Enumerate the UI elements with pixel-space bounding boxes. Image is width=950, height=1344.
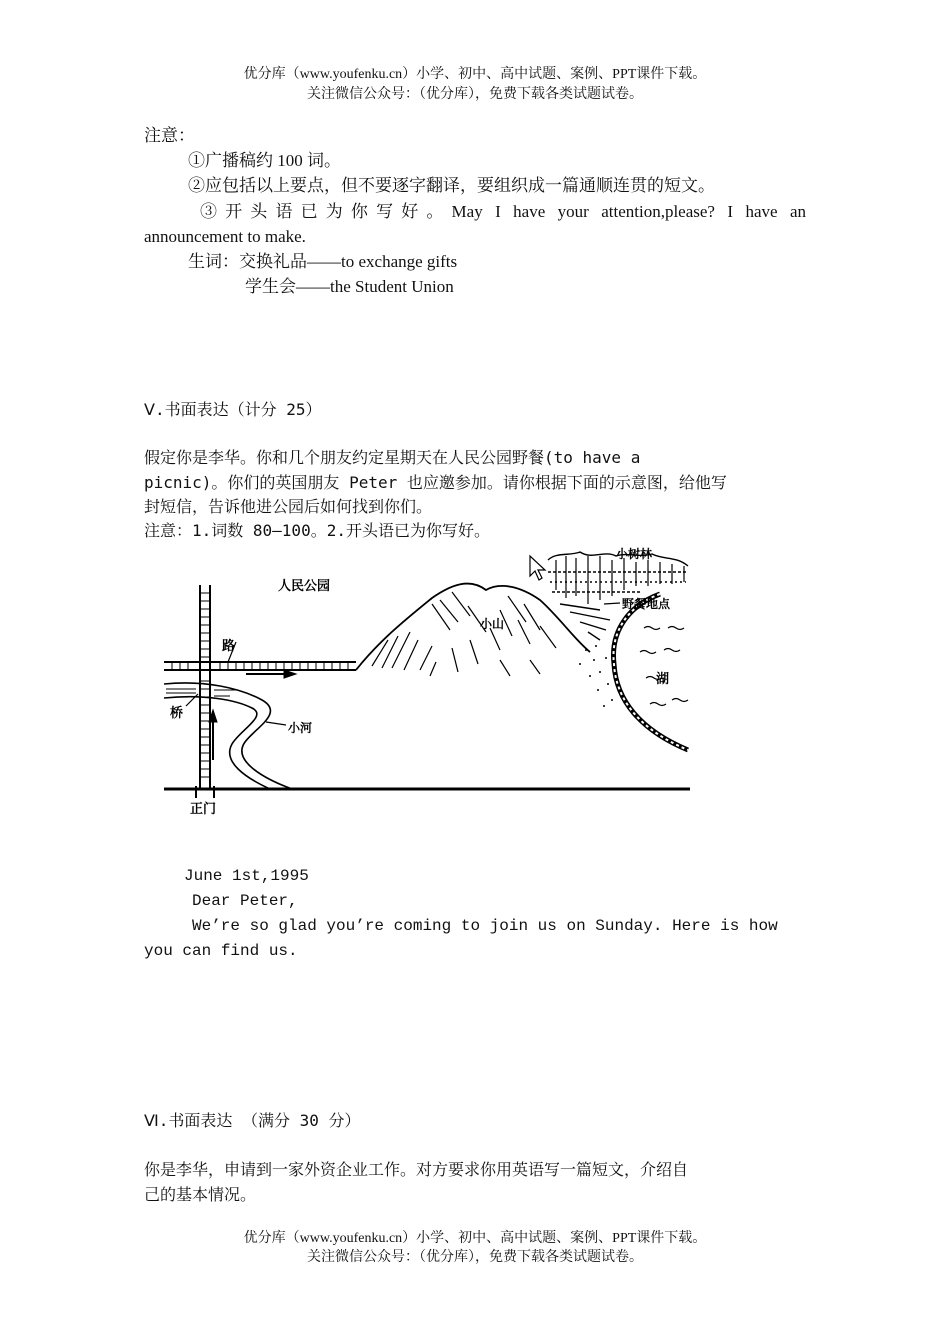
page-header-line1: 优分库（www.youfenku.cn）小学、初中、高中试题、案例、PPT课件下载。: [243, 67, 707, 82]
beach-dots: [579, 645, 615, 707]
label-bridge: 桥: [170, 706, 184, 721]
notes-title: 注意：: [144, 126, 195, 145]
label-lake: 湖: [656, 672, 670, 687]
section-5-heading: Ⅴ.书面表达（计分 25）: [144, 400, 322, 419]
section-5-para-line1: 假定你是李华。你和几个朋友约定星期天在人民公园野餐(to have a: [144, 448, 641, 467]
label-hill: 小山: [480, 617, 505, 631]
horizontal-road: [164, 662, 356, 670]
vertical-road: [200, 585, 210, 789]
label-park: 人民公园: [278, 579, 331, 594]
section-5-note: 注意：1.词数 80—100。2.开头语已为你写好。: [144, 521, 490, 540]
label-picnic-spot: 野餐地点: [622, 597, 671, 611]
route-arrow-right: [246, 670, 296, 678]
cursor-icon: [530, 556, 545, 580]
note-item-1: ①广播稿约 100 词。: [188, 151, 341, 170]
bridge-hatch: [166, 689, 196, 693]
note-item-2: ②应包括以上要点，但不要逐字翻译，要组织成一篇通顺连贯的短文。: [188, 176, 715, 195]
letter-body-line2: you can find us.: [144, 942, 298, 960]
lake-shore: [613, 594, 688, 750]
section-5-para-line3: 封短信，告诉他进公园后如何找到你们。: [144, 497, 433, 516]
river-leader: [266, 722, 286, 725]
river: [164, 683, 292, 789]
label-woods: 小树林: [616, 547, 653, 561]
letter-date: June 1st,1995: [184, 867, 309, 885]
section-5-para-line2: picnic)。你们的英国朋友 Peter 也应邀参加。请你根据下面的示意图，给他写: [144, 473, 727, 492]
label-road: 路: [222, 639, 236, 654]
letter-salutation: Dear Peter,: [192, 892, 298, 910]
section-6-heading: Ⅵ.书面表达 （满分 30 分）: [144, 1111, 361, 1130]
page-header-line2: 关注微信公众号：（优分库），免费下载各类试题试卷。: [307, 87, 643, 102]
hill: [356, 584, 590, 676]
label-river: 小河: [288, 721, 313, 735]
page-footer-line1: 优分库（www.youfenku.cn）小学、初中、高中试题、案例、PPT课件下载。: [243, 1231, 707, 1246]
page-footer-line2: 关注微信公众号：（优分库），免费下载各类试题试卷。: [307, 1250, 643, 1265]
lake-waves: [640, 627, 688, 706]
note-item-3-continued: announcement to make.: [144, 227, 306, 246]
vocab-line-1: 生词：交换礼品——to exchange gifts: [188, 252, 458, 271]
note-item-3: ③开头语已为你写好。May I have your attention,please? I have an: [200, 202, 806, 221]
label-gate: 正门: [190, 802, 217, 817]
vocab-line-2: 学生会——the Student Union: [245, 277, 454, 296]
section-6-para-line2: 己的基本情况。: [144, 1185, 257, 1204]
picnic-leader: [604, 603, 620, 604]
letter-body-line1: We’re so glad you’re coming to join us on Sunday. Here is how: [192, 917, 778, 935]
section-6-para-line1: 你是李华，申请到一家外资企业工作。对方要求你用英语写一篇短文，介绍自: [144, 1160, 689, 1179]
bridge-leader: [186, 694, 198, 706]
